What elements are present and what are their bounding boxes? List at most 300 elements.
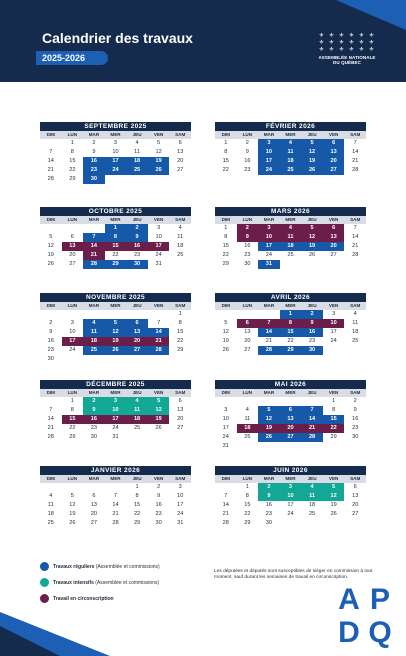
day-cell: 17 — [177, 502, 184, 508]
day-cell: 25 — [287, 252, 294, 258]
footer-accent-dark — [0, 626, 60, 656]
day-cell: 8 — [224, 234, 228, 240]
day-cell: 8 — [178, 320, 182, 326]
day-cell: 12 — [148, 406, 170, 415]
day-cell: 13 — [177, 149, 184, 155]
day-cell: 17 — [222, 425, 229, 431]
day-cell: 20 — [352, 502, 359, 508]
day-cell: 16 — [126, 242, 148, 251]
day-cell: 24 — [155, 252, 162, 258]
day-cell: 7 — [353, 140, 357, 146]
day-cell: 4 — [178, 225, 182, 231]
weekday-label: VEN — [328, 390, 339, 395]
day-cell: 16 — [83, 157, 105, 166]
fleur-de-lis-icon: ⚜ — [318, 40, 325, 46]
day-cell: 2 — [83, 397, 105, 406]
day-cell: 3 — [258, 139, 280, 148]
day-cell: 31 — [155, 261, 162, 267]
apdq-letter-p: P — [365, 584, 395, 616]
weekday-header — [215, 389, 366, 397]
days-grid — [40, 397, 191, 442]
day-cell: 14 — [301, 415, 323, 424]
day-cell: 28 — [301, 433, 323, 442]
day-cell: 4 — [280, 139, 302, 148]
day-cell: 24 — [287, 511, 294, 517]
day-cell: 23 — [308, 338, 316, 344]
month-calendar — [215, 122, 366, 175]
apdq-letter-d: D — [334, 617, 364, 649]
weekday-label: MER — [285, 476, 296, 481]
weekday-label: MAR — [88, 217, 100, 222]
day-cell: 24 — [265, 252, 273, 258]
day-cell: 2 — [157, 484, 161, 490]
day-cell: 9 — [92, 149, 96, 155]
weekday-label: VEN — [153, 217, 164, 222]
day-cell: 20 — [126, 337, 148, 346]
empty-day-cell — [83, 483, 105, 492]
weekday-label: SAM — [175, 303, 186, 308]
day-cell: 3 — [105, 397, 127, 406]
month-title: OCTOBRE 2025 — [40, 207, 191, 216]
day-cell: 10 — [105, 406, 127, 415]
fleur-de-lis-icon: ⚜ — [318, 47, 325, 53]
day-cell: 12 — [222, 329, 229, 335]
footnote: Les députées et députés sont susceptibles de siéger en commission à tout moment, sauf durant les semaines de travail en circonscription. — [214, 569, 373, 580]
day-cell: 6 — [92, 493, 96, 499]
weekday-label: MER — [285, 217, 296, 222]
weekday-label: LUN — [67, 476, 78, 481]
day-cell: 19 — [47, 252, 54, 258]
day-cell: 16 — [155, 502, 162, 508]
weekday-label: VEN — [328, 217, 339, 222]
day-cell: 21 — [47, 425, 54, 431]
day-cell: 12 — [258, 415, 280, 424]
day-cell: 14 — [352, 234, 359, 240]
day-cell: 4 — [280, 224, 302, 233]
day-cell: 27 — [323, 166, 345, 175]
day-cell: 14 — [352, 149, 359, 155]
day-cell: 10 — [177, 493, 184, 499]
day-cell: 14 — [258, 328, 280, 337]
day-cell: 21 — [112, 511, 119, 517]
weekday-label: MAR — [88, 390, 100, 395]
day-cell: 31 — [177, 520, 184, 526]
day-cell: 12 — [69, 502, 76, 508]
day-cell: 3 — [70, 320, 74, 326]
day-cell: 18 — [352, 329, 359, 335]
weekday-header — [215, 302, 366, 310]
day-cell: 25 — [244, 434, 251, 440]
day-cell: 24 — [69, 347, 76, 353]
month-calendar — [40, 207, 191, 269]
day-cell: 2 — [258, 483, 280, 492]
day-cell: 23 — [47, 347, 54, 353]
day-cell: 28 — [352, 252, 359, 258]
day-cell: 4 — [135, 140, 139, 146]
weekday-label: LUN — [242, 390, 253, 395]
day-cell: 4 — [126, 397, 148, 406]
day-cell: 3 — [332, 311, 336, 317]
weekday-label: JEU — [307, 132, 317, 137]
day-cell: 20 — [323, 157, 345, 166]
day-cell: 18 — [280, 242, 302, 251]
weekday-label: JEU — [307, 217, 317, 222]
day-cell: 15 — [133, 502, 141, 508]
day-cell: 7 — [49, 149, 53, 155]
day-cell: 25 — [280, 166, 302, 175]
empty-day-cell — [62, 483, 84, 492]
day-cell: 10 — [258, 148, 280, 157]
logo-text-line1: ASSEMBLÉE NATIONALE — [318, 55, 376, 60]
day-cell: 14 — [47, 416, 54, 422]
day-cell: 9 — [49, 329, 53, 335]
day-cell: 16 — [83, 415, 105, 424]
legend-item-intensive — [40, 576, 210, 589]
day-cell: 26 — [47, 261, 54, 267]
day-cell: 26 — [155, 425, 162, 431]
weekday-label: DIM — [46, 390, 55, 395]
day-cell: 11 — [352, 320, 359, 326]
day-cell: 17 — [258, 157, 280, 166]
weekday-label: MER — [110, 217, 121, 222]
day-cell: 24 — [112, 425, 119, 431]
day-cell: 2 — [126, 224, 148, 233]
day-cell: 24 — [330, 338, 337, 344]
weekday-label: MER — [285, 132, 296, 137]
day-cell: 21 — [301, 424, 323, 433]
month-calendar — [215, 466, 366, 528]
day-cell: 12 — [105, 328, 127, 337]
day-cell: 12 — [301, 148, 323, 157]
day-cell: 21 — [265, 338, 273, 344]
empty-day-cell — [258, 310, 280, 319]
day-cell: 26 — [308, 252, 316, 258]
legend-dot-regular — [40, 562, 49, 571]
month-calendar — [40, 293, 191, 364]
day-cell: 6 — [280, 406, 302, 415]
day-cell: 15 — [177, 329, 184, 335]
weekday-label: VEN — [328, 303, 339, 308]
day-cell: 13 — [126, 328, 148, 337]
weekday-label: SAM — [175, 217, 186, 222]
empty-day-cell — [237, 310, 259, 319]
weekday-label: JEU — [132, 476, 142, 481]
weekday-label: MAR — [263, 303, 275, 308]
weekday-header — [215, 216, 366, 224]
fleur-de-lis-icon: ⚜ — [328, 40, 335, 46]
day-cell: 15 — [323, 415, 345, 424]
day-cell: 12 — [301, 233, 323, 242]
day-cell: 30 — [47, 356, 54, 362]
day-cell: 17 — [62, 337, 84, 346]
legend — [40, 560, 210, 608]
day-cell: 10 — [258, 233, 280, 242]
day-cell: 11 — [134, 149, 140, 155]
day-cell: 9 — [301, 319, 323, 328]
day-cell: 11 — [280, 148, 302, 157]
day-cell: 29 — [105, 260, 127, 269]
day-cell: 7 — [157, 320, 161, 326]
day-cell: 8 — [224, 149, 228, 155]
day-cell: 7 — [83, 233, 105, 242]
day-cell: 7 — [258, 319, 280, 328]
empty-day-cell — [105, 310, 127, 319]
day-cell: 25 — [83, 346, 105, 355]
day-cell: 16 — [352, 416, 359, 422]
day-cell: 6 — [323, 139, 345, 148]
day-cell: 25 — [126, 166, 148, 175]
day-cell: 24 — [177, 511, 184, 517]
day-cell: 1 — [135, 484, 139, 490]
day-cell: 4 — [353, 311, 357, 317]
day-cell: 11 — [280, 233, 302, 242]
empty-day-cell — [40, 397, 62, 406]
day-cell: 17 — [287, 502, 294, 508]
day-cell: 2 — [353, 398, 357, 404]
day-cell: 5 — [105, 319, 127, 328]
month-title: JUIN 2026 — [215, 466, 366, 475]
day-cell: 3 — [113, 140, 118, 146]
day-cell: 11 — [244, 416, 251, 422]
day-cell: 4 — [49, 493, 53, 499]
weekday-label: SAM — [175, 476, 186, 481]
month-calendar — [40, 380, 191, 442]
days-grid — [40, 483, 191, 528]
day-cell: 5 — [157, 140, 161, 146]
weekday-label: LUN — [67, 132, 78, 137]
weekday-label: JEU — [132, 132, 142, 137]
empty-day-cell — [83, 224, 105, 233]
day-cell: 10 — [222, 416, 229, 422]
empty-day-cell — [215, 483, 237, 492]
fleur-de-lis-icon: ⚜ — [348, 40, 355, 46]
day-cell: 8 — [70, 149, 74, 155]
day-cell: 11 — [83, 328, 105, 337]
day-cell: 3 — [258, 224, 280, 233]
day-cell: 1 — [245, 484, 249, 490]
day-cell: 5 — [323, 483, 345, 492]
day-cell: 4 — [83, 319, 105, 328]
weekday-label: SAM — [350, 303, 361, 308]
day-cell: 8 — [70, 407, 74, 413]
weekday-label: MER — [285, 303, 296, 308]
day-cell: 18 — [47, 511, 54, 517]
fleur-de-lis-icon: ⚜ — [338, 47, 345, 53]
weekday-header — [40, 131, 191, 139]
empty-day-cell — [237, 397, 259, 406]
day-cell: 10 — [323, 319, 345, 328]
weekday-label: VEN — [153, 132, 164, 137]
day-cell: 9 — [126, 233, 148, 242]
weekday-label: MAR — [263, 217, 275, 222]
weekday-header — [40, 389, 191, 397]
day-cell: 2 — [92, 140, 96, 146]
weekday-label: VEN — [153, 303, 164, 308]
weekday-label: JEU — [307, 390, 317, 395]
weekday-label: MAR — [263, 390, 275, 395]
day-cell: 15 — [222, 158, 229, 164]
day-cell: 7 — [49, 407, 53, 413]
day-cell: 18 — [126, 415, 148, 424]
day-cell: 21 — [352, 158, 359, 164]
fleur-de-lis-icon: ⚜ — [368, 33, 375, 39]
day-cell: 18 — [126, 157, 148, 166]
legend-item-regular — [40, 560, 210, 573]
day-cell: 20 — [280, 424, 302, 433]
day-cell: 12 — [155, 149, 162, 155]
weekday-label: LUN — [67, 303, 78, 308]
fleur-de-lis-icon: ⚜ — [368, 47, 375, 53]
day-cell: 29 — [69, 176, 76, 182]
fleur-de-lis-icon: ⚜ — [328, 47, 335, 53]
day-cell: 30 — [352, 434, 359, 440]
weekday-label: LUN — [67, 390, 78, 395]
month-title: MAI 2026 — [215, 380, 366, 389]
day-cell: 28 — [112, 520, 119, 526]
month-title: NOVEMBRE 2025 — [40, 293, 191, 302]
day-cell: 18 — [237, 424, 259, 433]
day-cell: 13 — [352, 493, 359, 499]
empty-day-cell — [258, 397, 280, 406]
day-cell: 23 — [83, 166, 105, 175]
day-cell: 9 — [157, 493, 161, 499]
month-title: FÉVRIER 2026 — [215, 122, 366, 131]
weekday-label: SAM — [175, 390, 186, 395]
day-cell: 8 — [135, 493, 139, 499]
day-cell: 27 — [177, 167, 184, 173]
days-grid — [215, 224, 366, 269]
day-cell: 22 — [69, 425, 76, 431]
day-cell: 18 — [83, 337, 105, 346]
day-cell: 13 — [323, 148, 345, 157]
weekday-label: LUN — [242, 217, 253, 222]
legend-label-regular: Travaux réguliers — [53, 563, 95, 570]
day-cell: 8 — [332, 407, 336, 413]
day-cell: 26 — [69, 520, 76, 526]
apdq-logo — [334, 584, 396, 650]
day-cell: 14 — [222, 502, 229, 508]
day-cell: 16 — [301, 328, 323, 337]
day-cell: 8 — [245, 493, 249, 499]
month-calendar — [215, 207, 366, 269]
day-cell: 5 — [301, 139, 323, 148]
day-cell: 30 — [126, 260, 148, 269]
month-title: JANVIER 2026 — [40, 466, 191, 475]
day-cell: 23 — [155, 511, 162, 517]
month-calendar — [40, 122, 191, 184]
day-cell: 8 — [105, 233, 127, 242]
day-cell: 30 — [155, 520, 162, 526]
day-cell: 1 — [178, 311, 182, 317]
day-cell: 14 — [47, 158, 54, 164]
empty-day-cell — [215, 397, 237, 406]
day-cell: 15 — [69, 158, 76, 164]
day-cell: 13 — [62, 242, 84, 251]
day-cell: 27 — [126, 346, 148, 355]
day-cell: 22 — [222, 167, 229, 173]
header-corner-accent — [336, 0, 406, 30]
day-cell: 19 — [69, 511, 76, 517]
day-cell: 29 — [69, 434, 76, 440]
day-cell: 3 — [178, 484, 182, 490]
day-cell: 27 — [90, 520, 98, 526]
weekday-label: JEU — [132, 390, 142, 395]
day-cell: 31 — [222, 443, 229, 449]
weekday-label: JEU — [132, 303, 142, 308]
days-grid — [40, 139, 191, 184]
weekday-label: MER — [110, 132, 121, 137]
day-cell: 19 — [301, 157, 323, 166]
day-cell: 10 — [280, 492, 302, 501]
day-cell: 5 — [301, 224, 323, 233]
day-cell: 7 — [301, 406, 323, 415]
logo-text-line2: DU QUÉBEC — [333, 60, 361, 65]
day-cell: 27 — [280, 433, 302, 442]
weekday-label: JEU — [307, 303, 317, 308]
day-cell: 1 — [280, 310, 302, 319]
day-cell: 15 — [105, 242, 127, 251]
month-title: MARS 2026 — [215, 207, 366, 216]
day-cell: 17 — [330, 329, 337, 335]
day-cell: 23 — [352, 425, 359, 431]
day-cell: 27 — [69, 261, 76, 267]
day-cell: 10 — [155, 234, 162, 240]
month-calendar — [40, 466, 191, 528]
day-cell: 19 — [301, 242, 323, 251]
day-cell: 22 — [133, 511, 141, 517]
legend-label-intensive: Travaux intensifs — [53, 579, 94, 586]
day-cell: 6 — [353, 484, 357, 490]
fleur-de-lis-icon: ⚜ — [338, 33, 345, 39]
day-cell: 27 — [330, 252, 337, 258]
empty-day-cell — [105, 483, 127, 492]
apdq-letter-a: A — [334, 584, 364, 616]
weekday-label: SAM — [350, 476, 361, 481]
day-cell: 28 — [83, 260, 105, 269]
day-cell: 20 — [69, 252, 76, 258]
day-cell: 29 — [133, 520, 141, 526]
day-cell: 17 — [105, 157, 127, 166]
fleur-de-lis-icon: ⚜ — [318, 33, 325, 39]
empty-day-cell — [280, 397, 302, 406]
day-cell: 26 — [222, 347, 229, 353]
empty-day-cell — [40, 310, 62, 319]
day-cell: 5 — [49, 234, 53, 240]
weekday-header — [40, 216, 191, 224]
weekday-label: LUN — [242, 303, 253, 308]
day-cell: 7 — [113, 493, 118, 499]
empty-day-cell — [126, 310, 148, 319]
day-cell: 22 — [177, 338, 184, 344]
weekday-label: JEU — [132, 217, 142, 222]
day-cell: 23 — [244, 167, 251, 173]
day-cell: 3 — [224, 407, 228, 413]
day-cell: 14 — [148, 328, 170, 337]
day-cell: 18 — [280, 157, 302, 166]
weekday-label: LUN — [242, 132, 253, 137]
fleur-de-lis-icon: ⚜ — [348, 33, 355, 39]
day-cell: 2 — [301, 310, 323, 319]
day-cell: 13 — [177, 407, 184, 413]
weekday-label: SAM — [350, 217, 361, 222]
empty-day-cell — [148, 310, 170, 319]
fleur-de-lis-icon: ⚜ — [328, 33, 335, 39]
empty-day-cell — [83, 310, 105, 319]
days-grid — [215, 310, 366, 355]
fleur-de-lis-icon: ⚜ — [358, 40, 365, 46]
day-cell: 25 — [133, 425, 141, 431]
day-cell: 22 — [323, 424, 345, 433]
